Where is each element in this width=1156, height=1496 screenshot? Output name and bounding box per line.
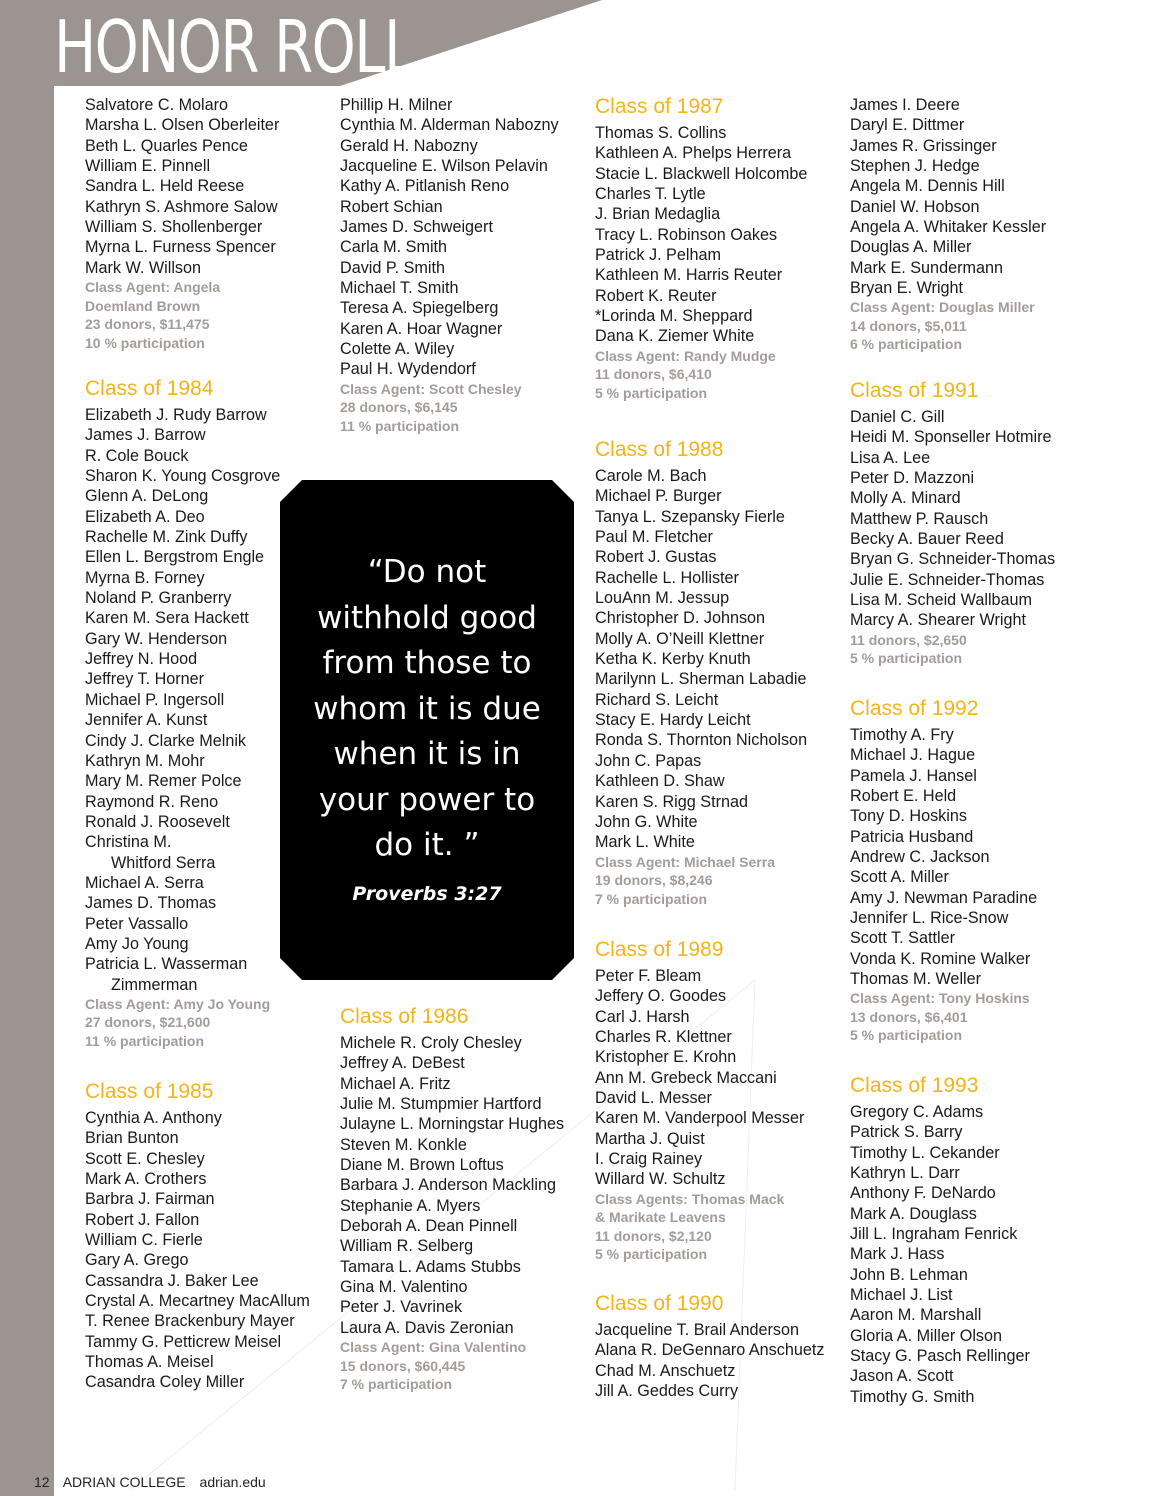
donor-name: Kathryn S. Ashmore Salow — [85, 197, 278, 216]
donor-name: Jeffrey T. Horner — [85, 670, 205, 689]
donor-name: Molly A. Minard — [850, 489, 961, 508]
donor-name: Bryan G. Schneider-Thomas — [850, 550, 1056, 569]
class-1986 — [340, 1003, 564, 1394]
donor-name: Ronald J. Roosevelt — [85, 812, 230, 831]
donor-name: Jeffrey N. Hood — [85, 650, 198, 669]
donor-name: Karen A. Hoar Wagner — [340, 319, 503, 338]
donor-name: Gary W. Henderson — [85, 629, 228, 648]
donor-name: I. Craig Rainey — [595, 1150, 703, 1169]
donor-name: Daniel W. Hobson — [850, 197, 980, 216]
class-meta-line: 11 donors, $6,410 — [595, 366, 712, 383]
donor-name: Bryan E. Wright — [850, 279, 964, 298]
donor-name: Kathleen A. Phelps Herrera — [595, 144, 792, 163]
donor-name: Stacie L. Blackwell Holcombe — [595, 164, 808, 183]
donor-name: Robert Schian — [340, 197, 443, 216]
donor-name: Tammy G. Petticrew Meisel — [85, 1332, 282, 1351]
class-meta-line: 11 donors, $2,120 — [595, 1227, 712, 1244]
class-meta-line: Class Agent: Scott Chesley — [340, 380, 522, 397]
class-meta-line: 15 donors, $60,445 — [340, 1357, 466, 1374]
class-heading: Class of 1991 — [850, 379, 979, 402]
class-meta-line: 7 % participation — [340, 1376, 453, 1393]
class-meta — [340, 380, 559, 436]
donor-name: Tracy L. Robinson Oakes — [595, 225, 778, 244]
donor-name: Peter J. Vavrinek — [340, 1298, 463, 1317]
donor-name: Michael A. Fritz — [340, 1074, 451, 1093]
donor-name: Mark L. White — [595, 833, 695, 852]
class-meta-line: Class Agent: Douglas Miller — [850, 299, 1035, 316]
class-meta-line: Class Agent: Tony Hoskins — [850, 990, 1030, 1007]
class-1984 — [85, 375, 280, 1050]
class-1991 — [850, 377, 1055, 668]
quote-line: do it. ” — [374, 827, 480, 863]
donor-name: Jill L. Ingraham Fenrick — [850, 1225, 1018, 1244]
donor-name: Martha J. Quist — [595, 1129, 705, 1148]
class-heading: Class of 1985 — [85, 1080, 214, 1103]
class-meta-line: Class Agent: Gina Valentino — [340, 1339, 527, 1356]
donor-name: Thomas S. Collins — [595, 124, 727, 142]
donor-name: William C. Fierle — [85, 1231, 203, 1250]
donor-name: Carl J. Harsh — [595, 1007, 690, 1026]
donor-name: Chad M. Anschuetz — [595, 1361, 736, 1380]
donor-name: Andrew C. Jackson — [850, 848, 990, 867]
donor-name: Gary A. Grego — [85, 1251, 189, 1270]
donor-name: Cynthia A. Anthony — [85, 1109, 222, 1127]
donor-name: T. Renee Brackenbury Mayer — [85, 1312, 295, 1331]
donor-name: Gloria A. Miller Olson — [850, 1326, 1003, 1345]
class-1992 — [850, 695, 1037, 1045]
donor-name: William E. Pinnell — [85, 157, 211, 176]
class-meta-line: 19 donors, $8,246 — [595, 872, 713, 889]
column-2-continued — [340, 95, 559, 435]
donor-name: Mark A. Douglass — [850, 1204, 977, 1223]
donor-name: James D. Thomas — [85, 894, 217, 913]
donor-name: Paul M. Fletcher — [595, 528, 713, 547]
donor-name: Peter D. Mazzoni — [850, 469, 975, 488]
name-list — [595, 1320, 824, 1401]
donor-name: Matthew P. Rausch — [850, 509, 989, 528]
class-heading: Class of 1989 — [595, 938, 724, 961]
donor-name: Robert J. Fallon — [85, 1210, 200, 1229]
class-meta-line: & Marikate Leavens — [595, 1209, 726, 1226]
donor-name: Robert E. Held — [850, 787, 957, 806]
page-number: 12 — [34, 1474, 50, 1490]
donor-name: Noland P. Granberry — [85, 589, 232, 608]
donor-name: Carole M. Bach — [595, 467, 707, 485]
donor-name: Anthony F. DeNardo — [850, 1184, 996, 1203]
donor-name: Kristopher E. Krohn — [595, 1048, 737, 1067]
donor-name: Patrick S. Barry — [850, 1123, 963, 1142]
page-title: HONOR ROLL — [54, 5, 414, 89]
donor-name: Salvatore C. Molaro — [85, 96, 229, 114]
donor-name: Scott A. Miller — [850, 868, 949, 887]
donor-name: Ann M. Grebeck Maccani — [595, 1068, 777, 1087]
class-meta-line: 5 % participation — [850, 1027, 963, 1044]
donor-name: Kathryn M. Mohr — [85, 751, 205, 770]
donor-name: Beth L. Quarles Pence — [85, 136, 248, 155]
donor-name: Paul H. Wydendorf — [340, 360, 476, 379]
donor-name: Cynthia M. Alderman Nabozny — [340, 116, 559, 135]
donor-name: Angela A. Whitaker Kessler — [850, 218, 1047, 237]
class-meta-line: 5 % participation — [595, 384, 708, 401]
donor-name: Peter Vassallo — [85, 914, 189, 933]
class-1990 — [595, 1290, 824, 1401]
donor-name: James I. Deere — [850, 96, 960, 114]
quote-line: from those to — [322, 645, 532, 681]
name-list — [850, 1102, 1030, 1407]
class-heading: Class of 1993 — [850, 1074, 979, 1097]
donor-name: Cindy J. Clarke Melnik — [85, 731, 247, 750]
donor-name: Timothy L. Cekander — [850, 1143, 1000, 1162]
class-meta — [850, 631, 1055, 668]
donor-name: Jacqueline T. Brail Anderson — [595, 1321, 799, 1339]
quote-line: your power to — [318, 781, 536, 818]
donor-name: James R. Grissinger — [850, 136, 997, 155]
donor-name: R. Cole Bouck — [85, 446, 189, 465]
donor-name: Deborah A. Dean Pinnell — [340, 1217, 518, 1236]
class-meta-line: Class Agent: Randy Mudge — [595, 347, 776, 364]
class-meta — [85, 278, 279, 352]
donor-name: Tanya L. Szepansky Fierle — [595, 507, 785, 526]
class-meta-line: 11 % participation — [85, 1032, 205, 1049]
donor-name: Mark A. Crothers — [85, 1170, 207, 1189]
name-list — [340, 1033, 564, 1338]
donor-name: Stephen J. Hedge — [850, 157, 980, 176]
donor-name: Lisa A. Lee — [850, 448, 931, 467]
donor-name: Scott E. Chesley — [85, 1149, 205, 1168]
donor-name: Gina M. Valentino — [340, 1278, 468, 1297]
donor-name: Gerald H. Nabozny — [340, 136, 478, 155]
donor-name: Myrna L. Furness Spencer — [85, 238, 276, 257]
donor-name: Jacqueline E. Wilson Pelavin — [340, 157, 548, 176]
class-1988 — [595, 436, 807, 908]
donor-name: Teresa A. Spiegelberg — [340, 299, 499, 318]
donor-name: Thomas A. Meisel — [85, 1353, 214, 1372]
class-meta-line: Class Agent: Angela — [85, 279, 221, 296]
donor-name: Michele R. Croly Chesley — [340, 1034, 522, 1052]
class-meta — [595, 853, 807, 909]
class-meta-line: 5 % participation — [595, 1246, 708, 1263]
class-meta-line: 23 donors, $11,475 — [85, 316, 210, 333]
donor-name: Julie E. Schneider-Thomas — [850, 570, 1045, 589]
donor-name: Molly A. O’Neill Klettner — [595, 629, 765, 648]
donor-name: Mark E. Sundermann — [850, 258, 1003, 277]
donor-name: Becky A. Bauer Reed — [850, 530, 1004, 549]
donor-name: John C. Papas — [595, 751, 702, 770]
class-meta-line: 7 % participation — [595, 890, 708, 907]
donor-name: Timothy G. Smith — [850, 1387, 975, 1406]
donor-name: Patrick J. Pelham — [595, 246, 721, 265]
quote-line: whom it is due — [313, 690, 541, 727]
name-list — [85, 405, 280, 995]
donor-name: Patricia Husband — [850, 827, 974, 846]
class-heading: Class of 1987 — [595, 95, 724, 118]
donor-name: Michael P. Burger — [595, 487, 722, 506]
donor-name: John B. Lehman — [850, 1265, 968, 1284]
donor-name: LouAnn M. Jessup — [595, 589, 730, 608]
donor-name: Michael P. Ingersoll — [85, 690, 225, 709]
class-1985 — [85, 1078, 310, 1393]
donor-name: Michael J. Hague — [850, 746, 976, 765]
donor-name: Christopher D. Johnson — [595, 609, 766, 628]
name-list — [595, 966, 804, 1190]
donor-name: Mark J. Hass — [850, 1245, 945, 1264]
donor-name: Crystal A. Mecartney MacAllum — [85, 1292, 310, 1311]
name-list — [85, 1108, 310, 1393]
donor-name: Marcy A. Shearer Wright — [850, 611, 1027, 630]
class-meta-line: 10 % participation — [85, 334, 205, 351]
quote-citation: Proverbs 3:27 — [352, 883, 502, 905]
donor-name: Carla M. Smith — [340, 238, 448, 257]
class-meta — [850, 989, 1037, 1045]
donor-name: Marilynn L. Sherman Labadie — [595, 670, 807, 689]
class-meta-line: 5 % participation — [850, 650, 963, 667]
donor-name: Lisa M. Scheid Wallbaum — [850, 591, 1033, 610]
donor-name: Kathleen D. Shaw — [595, 772, 725, 791]
donor-name: Aaron M. Marshall — [850, 1306, 982, 1325]
donor-name: William R. Selberg — [340, 1237, 474, 1256]
donor-name: Pamela J. Hansel — [850, 766, 977, 785]
donor-name: Brian Bunton — [85, 1129, 179, 1148]
class-meta-line: 28 donors, $6,145 — [340, 399, 458, 416]
class-meta-line: Class Agents: Thomas Mack — [595, 1190, 785, 1207]
donor-name: Ellen L. Bergstrom Engle — [85, 548, 265, 567]
donor-name: Jeffery O. Goodes — [595, 987, 727, 1006]
donor-name: Stacy E. Hardy Leicht — [595, 711, 751, 730]
donor-name: Jill A. Geddes Curry — [595, 1382, 739, 1401]
name-list — [340, 95, 559, 380]
donor-name: Julayne L. Morningstar Hughes — [340, 1115, 565, 1134]
donor-name: Heidi M. Sponseller Hotmire — [850, 428, 1052, 447]
donor-name: Barbra J. Fairman — [85, 1190, 215, 1209]
donor-name: Michael J. List — [850, 1286, 953, 1305]
column-1-continued — [85, 95, 279, 352]
donor-name: Douglas A. Miller — [850, 238, 972, 257]
donor-name: Diane M. Brown Loftus — [340, 1156, 504, 1175]
quote-line: “Do not — [367, 554, 487, 590]
donor-name: Laura A. Davis Zeronian — [340, 1318, 514, 1337]
donor-name: Charles R. Klettner — [595, 1028, 732, 1047]
donor-name: Kathleen M. Harris Reuter — [595, 266, 783, 285]
donor-name: Timothy A. Fry — [850, 726, 954, 744]
donor-name: Whitford Serra — [111, 853, 216, 872]
donor-name: Peter F. Bleam — [595, 967, 702, 985]
donor-name: Gregory C. Adams — [850, 1103, 984, 1121]
name-list — [850, 95, 1046, 298]
donor-name: Jennifer L. Rice-Snow — [850, 909, 1009, 928]
donor-name: Steven M. Konkle — [340, 1135, 467, 1154]
column-4-continued — [850, 95, 1046, 354]
quote-line: when it is in — [333, 736, 521, 772]
donor-name: Karen M. Sera Hackett — [85, 609, 249, 628]
donor-name: Michael A. Serra — [85, 873, 204, 892]
donor-name: Glenn A. DeLong — [85, 487, 209, 506]
class-heading: Class of 1990 — [595, 1292, 724, 1315]
donor-name: Kathryn L. Darr — [850, 1164, 960, 1183]
donor-name: Sandra L. Held Reese — [85, 177, 245, 196]
class-meta-line: 27 donors, $21,600 — [85, 1014, 211, 1031]
website-link[interactable]: adrian.edu — [199, 1474, 266, 1490]
donor-name: Christina M. — [85, 833, 172, 852]
donor-name: Robert J. Gustas — [595, 548, 717, 567]
name-list — [595, 466, 807, 853]
donor-name: David L. Messer — [595, 1089, 712, 1108]
donor-name: Ronda S. Thornton Nicholson — [595, 731, 808, 750]
donor-name: Karen M. Vanderpool Messer — [595, 1109, 805, 1128]
donor-name: *Lorinda M. Sheppard — [595, 307, 753, 326]
class-1989 — [595, 936, 804, 1264]
donor-name: Elizabeth A. Deo — [85, 507, 205, 526]
quote-text — [280, 550, 574, 869]
name-list — [595, 123, 807, 347]
donor-name: Michael T. Smith — [340, 279, 459, 298]
donor-name: Jennifer A. Kunst — [85, 711, 208, 730]
class-meta-line: Class Agent: Michael Serra — [595, 853, 775, 870]
name-list — [85, 95, 279, 278]
donor-name: Willard W. Schultz — [595, 1170, 726, 1189]
donor-name: Daryl E. Dittmer — [850, 116, 965, 135]
college-name: ADRIAN COLLEGE — [62, 1474, 186, 1490]
class-meta — [340, 1338, 564, 1394]
class-meta — [595, 1190, 804, 1264]
donor-name: Colette A. Wiley — [340, 340, 455, 359]
donor-name: Elizabeth J. Rudy Barrow — [85, 406, 267, 424]
donor-name: Tony D. Hoskins — [850, 807, 967, 826]
donor-name: Myrna B. Forney — [85, 568, 205, 587]
donor-name: Daniel C. Gill — [850, 408, 945, 426]
class-heading: Class of 1984 — [85, 377, 214, 400]
donor-name: Rachelle M. Zink Duffy — [85, 528, 248, 547]
class-1987 — [595, 93, 807, 402]
donor-name: Ketha K. Kerby Knuth — [595, 650, 751, 669]
donor-name: Marsha L. Olsen Oberleiter — [85, 116, 280, 135]
donor-name: Amy J. Newman Paradine — [850, 888, 1038, 907]
donor-name: Charles T. Lytle — [595, 185, 706, 204]
donor-name: John G. White — [595, 812, 698, 831]
donor-name: Alana R. DeGennaro Anschuetz — [595, 1341, 825, 1360]
donor-name: Stacy G. Pasch Rellinger — [850, 1347, 1030, 1366]
donor-name: James D. Schweigert — [340, 218, 493, 237]
class-meta — [850, 298, 1046, 354]
donor-name: Kathy A. Pitlanish Reno — [340, 177, 510, 196]
name-list — [850, 725, 1037, 989]
donor-name: Scott T. Sattler — [850, 929, 955, 948]
donor-name: Mark W. Willson — [85, 258, 202, 277]
donor-name: Jason A. Scott — [850, 1367, 954, 1386]
donor-name: Raymond R. Reno — [85, 792, 219, 811]
class-1993 — [850, 1072, 1030, 1407]
donor-name: Tamara L. Adams Stubbs — [340, 1257, 521, 1276]
donor-name: Rachelle L. Hollister — [595, 568, 739, 587]
donor-name: William S. Shollenberger — [85, 218, 263, 237]
donor-name: Jeffrey A. DeBest — [340, 1054, 465, 1073]
donor-name: Patricia L. Wasserman — [85, 955, 248, 974]
class-heading: Class of 1986 — [340, 1005, 469, 1028]
class-meta — [595, 347, 807, 403]
donor-name: Robert K. Reuter — [595, 286, 717, 305]
donor-name: Barbara J. Anderson Mackling — [340, 1176, 556, 1195]
donor-name: Casandra Coley Miller — [85, 1373, 245, 1392]
donor-name: Julie M. Stumpmier Hartford — [340, 1095, 542, 1114]
class-meta-line: 6 % participation — [850, 336, 963, 353]
class-meta-line: Doemland Brown — [85, 297, 201, 314]
donor-name: Angela M. Dennis Hill — [850, 177, 1005, 196]
name-list — [850, 407, 1055, 631]
class-heading: Class of 1992 — [850, 697, 979, 720]
donor-name: James J. Barrow — [85, 426, 206, 445]
donor-name: Thomas M. Weller — [850, 970, 982, 989]
donor-name: Phillip H. Milner — [340, 96, 453, 114]
quote-line: withhold good — [317, 599, 537, 636]
class-meta-line: 11 donors, $2,650 — [850, 631, 967, 648]
donor-name: Karen S. Rigg Strnad — [595, 792, 748, 811]
donor-name: Richard S. Leicht — [595, 690, 719, 709]
class-meta-line: 11 % participation — [340, 417, 460, 434]
donor-name: Dana K. Ziemer White — [595, 327, 755, 346]
donor-name: Vonda K. Romine Walker — [850, 949, 1031, 968]
class-meta-line: 14 donors, $5,011 — [850, 317, 967, 334]
donor-name: David P. Smith — [340, 258, 445, 277]
donor-name: Cassandra J. Baker Lee — [85, 1271, 259, 1290]
donor-name: Sharon K. Young Cosgrove — [85, 467, 281, 486]
footer — [34, 1474, 276, 1490]
donor-name: Mary M. Remer Polce — [85, 772, 242, 791]
class-meta — [85, 995, 280, 1051]
donor-name: Zimmerman — [111, 975, 198, 994]
class-meta-line: Class Agent: Amy Jo Young — [85, 995, 271, 1012]
donor-name: Stephanie A. Myers — [340, 1196, 481, 1215]
donor-name: J. Brian Medaglia — [595, 205, 721, 224]
donor-name: Amy Jo Young — [85, 934, 189, 953]
class-meta-line: 13 donors, $6,401 — [850, 1008, 968, 1025]
class-heading: Class of 1988 — [595, 438, 724, 461]
